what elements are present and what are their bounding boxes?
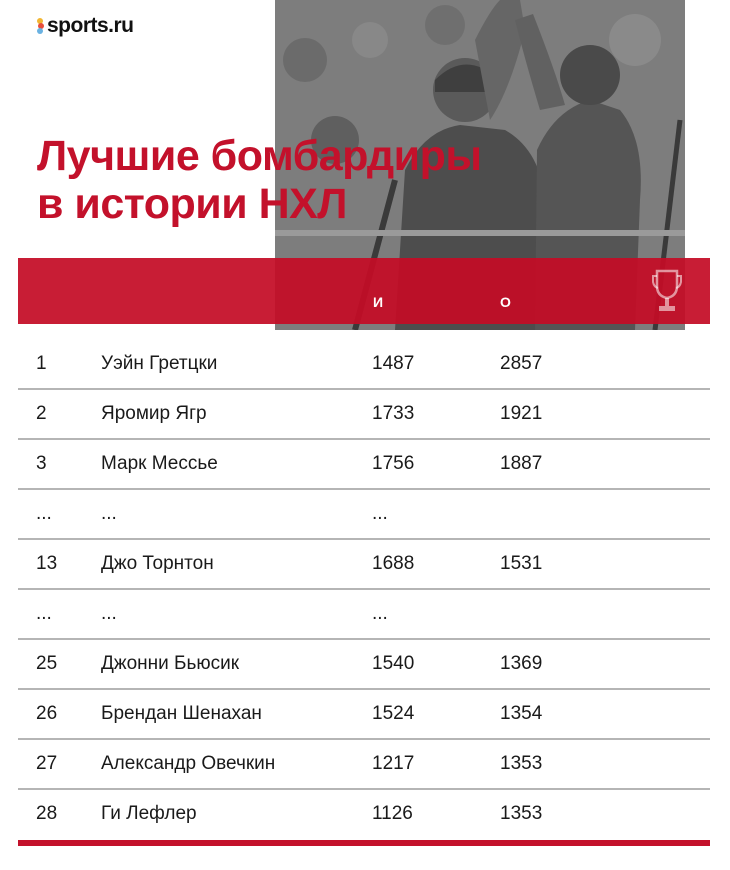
rank-cell: 25 bbox=[36, 653, 58, 674]
points-cell: 1921 bbox=[500, 403, 543, 424]
logo-dots-icon bbox=[37, 18, 44, 34]
games-cell: 1487 bbox=[372, 353, 415, 374]
points-cell: 1353 bbox=[500, 753, 543, 774]
games-cell: 1524 bbox=[372, 703, 415, 724]
scorers-table bbox=[18, 340, 710, 840]
points-cell: 1531 bbox=[500, 553, 543, 574]
table-row-ellipsis bbox=[18, 590, 710, 640]
table-row bbox=[18, 640, 710, 690]
title-line-1: Лучшие бомбардиры bbox=[37, 132, 482, 180]
table-row bbox=[18, 540, 710, 590]
header-points: О bbox=[500, 294, 511, 310]
player-name-cell: Брендан Шенахан bbox=[101, 703, 262, 724]
points-cell: 1887 bbox=[500, 453, 543, 474]
player-name-cell: ... bbox=[101, 603, 117, 624]
points-cell: 2857 bbox=[500, 353, 543, 374]
player-name-cell: Яромир Ягр bbox=[101, 403, 207, 424]
sports-ru-logo[interactable] bbox=[37, 14, 134, 38]
games-cell: 1733 bbox=[372, 403, 415, 424]
table-row bbox=[18, 390, 710, 440]
rank-cell: 27 bbox=[36, 753, 58, 774]
points-cell: 1353 bbox=[500, 803, 543, 824]
games-cell: 1217 bbox=[372, 753, 415, 774]
table-row bbox=[18, 790, 710, 840]
rank-cell: 26 bbox=[36, 703, 58, 724]
trophy-cup-icon bbox=[651, 268, 683, 314]
rank-cell: ... bbox=[36, 603, 52, 624]
rank-cell: 2 bbox=[36, 403, 47, 424]
rank-cell: ... bbox=[36, 503, 52, 524]
bottom-accent-bar bbox=[18, 840, 710, 846]
player-name-cell: Александр Овечкин bbox=[101, 753, 276, 774]
rank-cell: 28 bbox=[36, 803, 58, 824]
points-cell: 1354 bbox=[500, 703, 543, 724]
table-row bbox=[18, 740, 710, 790]
table-row bbox=[18, 690, 710, 740]
player-name-cell: ... bbox=[101, 503, 117, 524]
rank-cell: 3 bbox=[36, 453, 47, 474]
games-cell: 1756 bbox=[372, 453, 415, 474]
table-row bbox=[18, 440, 710, 490]
player-name-cell: Ги Лефлер bbox=[101, 803, 197, 824]
rank-cell: 13 bbox=[36, 553, 58, 574]
page-title bbox=[37, 132, 557, 228]
header-games: И bbox=[373, 294, 384, 310]
games-cell: ... bbox=[372, 503, 388, 524]
title-line-2: в истории НХЛ bbox=[37, 180, 347, 228]
table-row-ellipsis bbox=[18, 490, 710, 540]
player-name-cell: Джонни Бьюсик bbox=[101, 653, 240, 674]
points-cell: 1369 bbox=[500, 653, 543, 674]
player-name-cell: Уэйн Гретцки bbox=[101, 353, 218, 374]
games-cell: ... bbox=[372, 603, 388, 624]
rank-cell: 1 bbox=[36, 353, 47, 374]
logo-text: sports.ru bbox=[47, 14, 134, 37]
games-cell: 1126 bbox=[372, 803, 413, 824]
games-cell: 1540 bbox=[372, 653, 415, 674]
player-name-cell: Марк Мессье bbox=[101, 453, 218, 474]
games-cell: 1688 bbox=[372, 553, 415, 574]
table-header-band bbox=[18, 258, 710, 324]
table-row bbox=[18, 340, 710, 390]
player-name-cell: Джо Торнтон bbox=[101, 553, 214, 574]
